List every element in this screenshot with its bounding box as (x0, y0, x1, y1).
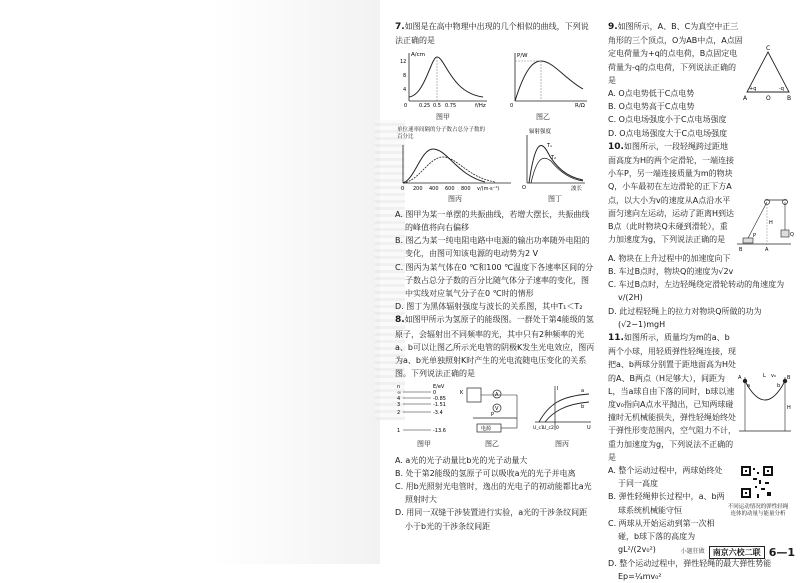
level-n: 3 (397, 402, 401, 409)
axis-label: R/Ω (575, 103, 585, 110)
level-energy: -3.4 (433, 410, 443, 417)
voltage-label: U_c2 (543, 426, 554, 432)
q7-caption-row-2 (395, 193, 595, 206)
q8-caption-row (395, 438, 595, 451)
left-blank-page (0, 0, 380, 564)
figure-caption: 图丙 (448, 194, 462, 203)
height-label: H (787, 405, 791, 412)
axis-label: U (587, 425, 591, 432)
figure-caption: 图甲 (417, 440, 431, 449)
option-c: C. 两球从开始运动到第一次相碰，b球下落的高度为gL²/(2v₀²) (608, 518, 715, 555)
option-a: A. 图甲为某一单摆的共振曲线，若增大摆长，共振曲线的峰值将向右偏移 (395, 209, 590, 233)
question-7 (395, 20, 595, 313)
height-label: H (769, 219, 773, 226)
axis-label: f/Hz (475, 103, 486, 110)
option-c: C. 用b光照射光电管时，逸出的光电子的初动能都比a光照射时大 (395, 482, 592, 505)
header-label: E/eV (433, 384, 445, 391)
option-b: B. 处于第2能级的氢原子可以吸收a光的光子并电离 (395, 468, 576, 478)
figure-title: 单位速率间隔的分子数占总分子数的百分比 (397, 126, 486, 140)
q9-figure-triangle (743, 44, 793, 104)
header-label: n (397, 384, 401, 391)
q8-figure-c (531, 382, 593, 436)
axis-label: 波长 (571, 185, 583, 192)
source-label: 电源 (481, 426, 492, 433)
level-energy: -1.51 (433, 402, 446, 409)
figure-caption: 图乙 (485, 440, 499, 449)
question-number: 8. (395, 315, 405, 326)
axis-label: I (557, 386, 559, 393)
question-number: 11. (608, 333, 624, 344)
tick-label: 0.75 (445, 103, 457, 110)
level-n: 4 (397, 396, 401, 403)
q8-figure-a (395, 382, 453, 436)
figure-caption: 图乙 (536, 113, 550, 122)
qr-code[interactable] (739, 464, 775, 500)
q10-figure-pulleys (735, 192, 793, 252)
option-d: D. 图丁为黑体辐射强度与波长的关系图，其中T₁＜T₂ (395, 302, 583, 312)
ammeter-label: A (495, 392, 499, 399)
tick-label: 12 (400, 59, 407, 66)
curve-label: a (581, 388, 585, 395)
vertex-label: A (743, 95, 748, 102)
question-10 (608, 140, 793, 331)
level-n: 2 (397, 410, 401, 417)
q11-figure (737, 371, 793, 435)
point-label: A (738, 375, 742, 382)
question-stem: 如图所示，一段轻绳跨过距地面高度为H的两个定滑轮，一端连接小车P，另一端连接质量为m的物块Q，小车最初在左边滑轮的正下方A点，以大小为v的速度从A点沿水平面匀速向左运动，运动了距离H到达B点（此时物块Q未碰到滑轮），重力加速度为g，下列说法正确的是 (608, 141, 735, 245)
option-a: A. 物块在上升过程中的加速度向下 (608, 253, 731, 263)
tick-label: 8 (403, 73, 407, 80)
vertex-label: B (787, 95, 792, 102)
question-number: 10. (608, 141, 624, 152)
right-column (608, 20, 793, 583)
midpoint-label: O (766, 95, 771, 102)
option-a: A. O点电势低于C点电势 (608, 89, 695, 99)
option-d: D. 此过程轻绳上的拉力对物块Q所做的功为(√2−1)mgH (608, 306, 762, 329)
option-d: D. 用同一双缝干涉装置进行实验，a光的干涉条纹间距小于b光的干涉条纹间距 (395, 508, 588, 531)
cart-label: P (753, 232, 757, 239)
question-stem: 如图所示，质量均为m的a、b两个小球，用轻质弹性轻绳连接，现把a、b两球分别置于距地面高为H处的A、B两点（H足够大），间距为L，当a球自由下落的同时，b球以速度v₀指向A点水平抛出，已知两球碰撞时无机械能损失，弹性轻绳始终处于弹性形变范围内，空气阻力不计，重力加速度为g，下列说法不正确的是 (608, 333, 736, 462)
option-b: B. 车过B点时，物块Q的速度为√2v (608, 267, 734, 277)
block-label: Q (790, 231, 794, 238)
curve-label: b (581, 404, 585, 411)
option-d: D. 整个运动过程中，弹性轻绳的最大弹性势能Ep=¼mv₀² (608, 558, 772, 581)
tick-label: 600 (445, 185, 455, 192)
option-b: B. O点电势高于C点电势 (608, 102, 695, 112)
axis-label: 辐射强度 (529, 128, 552, 135)
level-energy: -0.85 (433, 396, 446, 403)
q7-figure-c (395, 127, 515, 191)
question-stem: 如图甲所示为氢原子的能级图。一群处于第4能级的氢原子，会辐射出不同频率的光，其中只有2种频率的光a、b可以让图乙所示光电管的阴极K发生光电效应，图丙为a、b光单独照射K时产生的光电流随电压变化的关系图。下列说法正确的是 (395, 315, 595, 379)
q7-figure-b (495, 49, 591, 109)
point-label: A (765, 246, 769, 253)
question-9 (608, 20, 793, 140)
velocity-label: v₀ (771, 373, 776, 380)
qr-caption: 不同运动情况的弹性轻绳连体的动量与能量分析 (727, 504, 789, 518)
question-8 (395, 313, 595, 532)
q8-figure-row (395, 382, 595, 436)
question-number: 7. (395, 22, 405, 32)
ball-label: a (747, 383, 751, 390)
level-energy: 0 (433, 390, 437, 397)
option-b: B. 图乙为某一纯电阻电路中电源的输出功率随外电阻的变化，由图可知该电源的电动势为2 V (395, 236, 590, 259)
question-stem: 如图是在高中物理中出现的几个相似的曲线，下列说法正确的是 (395, 22, 589, 46)
figure-caption: 图丙 (555, 440, 569, 449)
option-a: A. a光的光子动量比b光的光子动量大 (395, 455, 528, 465)
page-footer (665, 544, 795, 560)
exam-badge: 南京六校二联 (709, 546, 765, 559)
option-c: C. 车过B点时，左边轻绳绕定滑轮转动的角速度为v/(2H) (608, 280, 785, 303)
q7-figure-d (519, 127, 591, 191)
level-n: ∞ (397, 390, 402, 397)
option-c: C. O点电场强度小于C点电场强度 (608, 115, 727, 125)
point-label: B (787, 375, 791, 382)
charge-label: -q (779, 86, 784, 92)
tick-label: 200 (413, 185, 423, 192)
tick-label: 400 (429, 185, 439, 192)
tick-label: 0.5 (433, 103, 441, 110)
tick-label: 4 (403, 87, 407, 94)
point-label: B (739, 246, 743, 253)
figure-caption: 图甲 (436, 113, 450, 122)
option-d: D. O点电场强度大于C点电场强度 (608, 128, 728, 138)
axis-label: P/W (517, 53, 528, 60)
cathode-label: K (460, 390, 464, 397)
q7-caption-row-1 (395, 111, 595, 124)
tick-label: 0.25 (419, 103, 431, 110)
axis-label: v/(m·s⁻¹) (477, 185, 500, 192)
ball-label: b (777, 383, 781, 390)
axis-label: A/cm (411, 52, 425, 59)
curve-label: T₂ (551, 154, 557, 161)
level-n: 1 (397, 428, 401, 435)
curve-label: T₁ (547, 142, 553, 149)
charge-label: +q (749, 86, 757, 92)
q7-figure-row-2 (395, 127, 595, 191)
origin-label: 0 (556, 426, 559, 432)
brand-logo: 小题狂做 (680, 548, 705, 555)
q7-figure-a (395, 49, 491, 109)
page-number: 6—1 (768, 545, 795, 559)
origin-label: 0 (510, 103, 514, 110)
voltage-label: U_c1 (533, 426, 544, 432)
origin-label: 0 (404, 103, 408, 110)
voltmeter-label: V (495, 406, 499, 413)
tick-label: 800 (461, 185, 471, 192)
distance-label: L (763, 373, 766, 380)
tick-label: 0 (401, 185, 405, 192)
vertex-label: C (766, 45, 771, 52)
left-column (395, 20, 595, 533)
figure-caption: 图丁 (548, 194, 562, 203)
level-energy: -13.6 (433, 428, 446, 435)
slider-label: P (491, 412, 495, 419)
option-c: C. 图丙为某气体在0 ℃和100 ℃温度下各速率区间的分子数占总分子数的百分比随气体分子速率的变化，图中实线对应氧气分子在0 ℃时的情形 (395, 262, 594, 299)
option-a: A. 整个运动过程中，两球始终处于同一高度 (608, 466, 723, 489)
option-b: B. 弹性轻绳伸长过程中，a、b两球系统机械能守恒 (608, 492, 725, 515)
origin-label: O (522, 184, 526, 191)
q7-figure-row-1 (395, 49, 595, 109)
question-number: 9. (608, 22, 618, 32)
question-stem: 如图所示，A、B、C为真空中正三角形的三个顶点，O为AB中点，A点固定电荷量为+q的点电荷，B点固定电荷量为-q的点电荷，下列说法正确的是 (608, 22, 743, 85)
q8-figure-b (457, 382, 527, 436)
